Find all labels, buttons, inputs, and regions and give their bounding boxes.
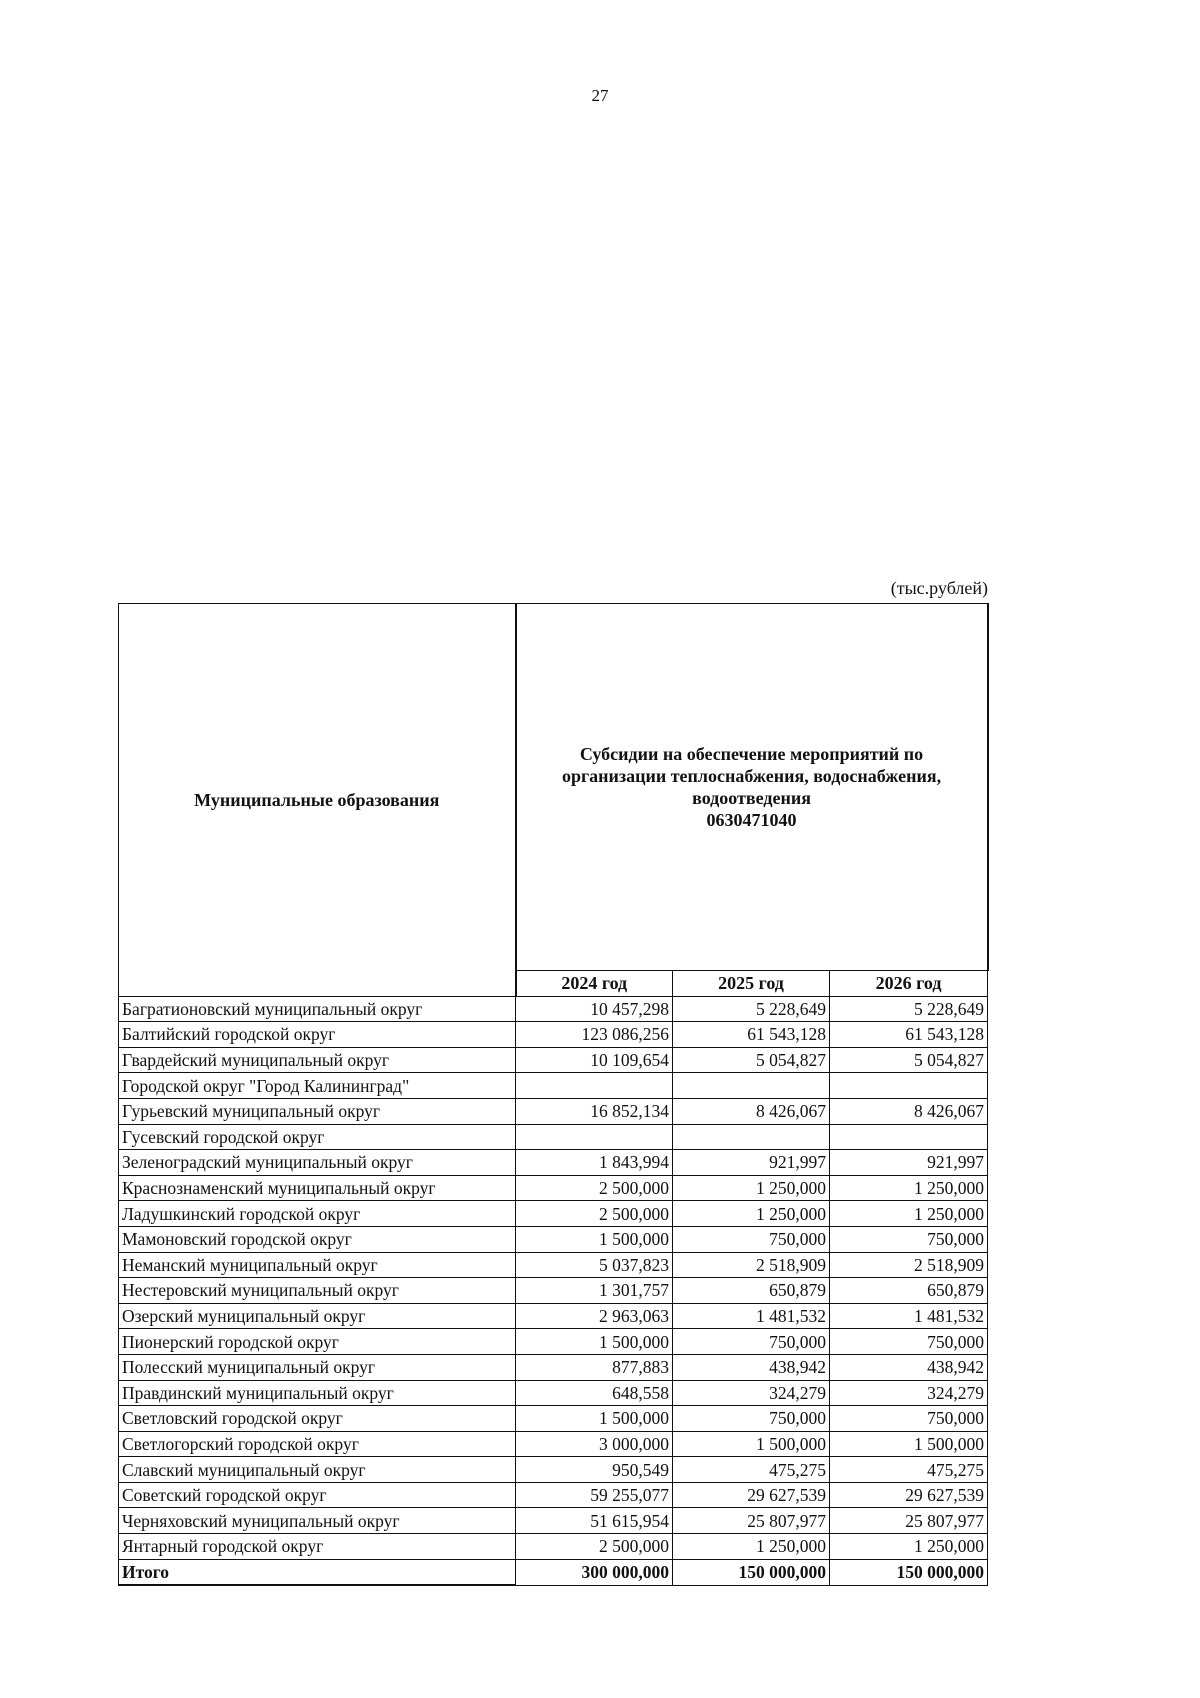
municipality-name: Янтарный городской округ bbox=[119, 1534, 516, 1560]
year-header-2026: 2026 год bbox=[830, 971, 988, 997]
value-2026: 921,997 bbox=[830, 1150, 988, 1176]
value-2026 bbox=[830, 1073, 988, 1099]
value-2024 bbox=[516, 1073, 673, 1099]
value-2025 bbox=[673, 1124, 830, 1150]
table-row bbox=[119, 1226, 988, 1252]
value-2024: 3 000,000 bbox=[516, 1431, 673, 1457]
table-row bbox=[119, 1354, 988, 1380]
subsidy-title-line: Субсидии на обеспечение мероприятий по bbox=[579, 744, 924, 764]
table-row bbox=[119, 1073, 988, 1099]
year-header-2024: 2024 год bbox=[516, 971, 673, 997]
value-2025: 25 807,977 bbox=[673, 1508, 830, 1534]
value-2024 bbox=[516, 1124, 673, 1150]
value-2025: 921,997 bbox=[673, 1150, 830, 1176]
municipality-name: Советский городской округ bbox=[119, 1482, 516, 1508]
municipality-name: Светловский городской округ bbox=[119, 1406, 516, 1432]
column-header-subsidy-title bbox=[516, 604, 988, 971]
value-2025: 1 481,532 bbox=[673, 1303, 830, 1329]
value-2026: 1 481,532 bbox=[830, 1303, 988, 1329]
value-2024: 2 500,000 bbox=[516, 1201, 673, 1227]
municipality-name: Ладушкинский городской округ bbox=[119, 1201, 516, 1227]
value-2025: 5 054,827 bbox=[673, 1047, 830, 1073]
value-2025: 750,000 bbox=[673, 1406, 830, 1432]
table-row bbox=[119, 1022, 988, 1048]
value-2025: 2 518,909 bbox=[673, 1252, 830, 1278]
value-2025: 1 500,000 bbox=[673, 1431, 830, 1457]
total-value-2026: 150 000,000 bbox=[830, 1559, 988, 1585]
municipality-name: Городской округ "Город Калининград" bbox=[119, 1073, 516, 1099]
value-2024: 2 500,000 bbox=[516, 1175, 673, 1201]
table-row bbox=[119, 1098, 988, 1124]
value-2024: 123 086,256 bbox=[516, 1022, 673, 1048]
table-row bbox=[119, 1406, 988, 1432]
municipality-name: Славский муниципальный округ bbox=[119, 1457, 516, 1483]
value-2024: 51 615,954 bbox=[516, 1508, 673, 1534]
table-row bbox=[119, 1175, 988, 1201]
total-row bbox=[119, 1559, 988, 1585]
value-2025: 650,879 bbox=[673, 1278, 830, 1304]
page-number: 27 bbox=[591, 86, 609, 105]
value-2024: 1 500,000 bbox=[516, 1406, 673, 1432]
value-2026: 5 228,649 bbox=[830, 996, 988, 1022]
municipality-name: Мамоновский городской округ bbox=[119, 1226, 516, 1252]
value-2025: 61 543,128 bbox=[673, 1022, 830, 1048]
total-label: Итого bbox=[119, 1559, 516, 1585]
value-2025: 475,275 bbox=[673, 1457, 830, 1483]
municipality-name: Пионерский городской округ bbox=[119, 1329, 516, 1355]
value-2026: 1 500,000 bbox=[830, 1431, 988, 1457]
value-2024: 648,558 bbox=[516, 1380, 673, 1406]
value-2026: 650,879 bbox=[830, 1278, 988, 1304]
value-2025: 29 627,539 bbox=[673, 1482, 830, 1508]
table-row bbox=[119, 1534, 988, 1560]
municipality-name: Озерский муниципальный округ bbox=[119, 1303, 516, 1329]
municipality-name: Правдинский муниципальный округ bbox=[119, 1380, 516, 1406]
value-2026: 25 807,977 bbox=[830, 1508, 988, 1534]
value-2026: 438,942 bbox=[830, 1354, 988, 1380]
value-2026: 2 518,909 bbox=[830, 1252, 988, 1278]
value-2024: 1 500,000 bbox=[516, 1329, 673, 1355]
value-2025: 1 250,000 bbox=[673, 1534, 830, 1560]
value-2026: 1 250,000 bbox=[830, 1175, 988, 1201]
municipality-name: Неманский муниципальный округ bbox=[119, 1252, 516, 1278]
municipality-name: Балтийский городской округ bbox=[119, 1022, 516, 1048]
value-2026: 1 250,000 bbox=[830, 1534, 988, 1560]
subsidy-title-line: водоотведения bbox=[692, 788, 811, 808]
subsidy-table bbox=[118, 603, 989, 1586]
table-row bbox=[119, 1508, 988, 1534]
value-2025: 1 250,000 bbox=[673, 1201, 830, 1227]
value-2024: 59 255,077 bbox=[516, 1482, 673, 1508]
municipality-name: Гусевский городской округ bbox=[119, 1124, 516, 1150]
value-2026: 324,279 bbox=[830, 1380, 988, 1406]
subsidy-code: 0630471040 bbox=[706, 810, 797, 830]
value-2025: 438,942 bbox=[673, 1354, 830, 1380]
column-header-municipalities: Муниципальные образования bbox=[119, 604, 516, 997]
value-2026: 8 426,067 bbox=[830, 1098, 988, 1124]
municipality-name: Гвардейский муниципальный округ bbox=[119, 1047, 516, 1073]
value-2024: 1 500,000 bbox=[516, 1226, 673, 1252]
value-2025: 324,279 bbox=[673, 1380, 830, 1406]
value-2026: 29 627,539 bbox=[830, 1482, 988, 1508]
table-row bbox=[119, 1047, 988, 1073]
table-row bbox=[119, 1303, 988, 1329]
value-2025: 750,000 bbox=[673, 1226, 830, 1252]
value-2024: 2 963,063 bbox=[516, 1303, 673, 1329]
table-row bbox=[119, 1252, 988, 1278]
table-row bbox=[119, 1482, 988, 1508]
value-2025: 1 250,000 bbox=[673, 1175, 830, 1201]
municipality-name: Черняховский муниципальный округ bbox=[119, 1508, 516, 1534]
table-row bbox=[119, 996, 988, 1022]
value-2026: 750,000 bbox=[830, 1329, 988, 1355]
value-2024: 1 843,994 bbox=[516, 1150, 673, 1176]
value-2024: 2 500,000 bbox=[516, 1534, 673, 1560]
units-label: (тыс.рублей) bbox=[890, 578, 988, 598]
value-2025: 5 228,649 bbox=[673, 996, 830, 1022]
value-2026: 750,000 bbox=[830, 1406, 988, 1432]
value-2025: 750,000 bbox=[673, 1329, 830, 1355]
value-2026: 61 543,128 bbox=[830, 1022, 988, 1048]
municipality-name: Багратионовский муниципальный округ bbox=[119, 996, 516, 1022]
table-row bbox=[119, 1431, 988, 1457]
municipality-name: Полесский муниципальный округ bbox=[119, 1354, 516, 1380]
value-2026: 750,000 bbox=[830, 1226, 988, 1252]
table-body bbox=[119, 996, 988, 1585]
municipality-name: Светлогорский городской округ bbox=[119, 1431, 516, 1457]
value-2024: 5 037,823 bbox=[516, 1252, 673, 1278]
year-header-2025: 2025 год bbox=[673, 971, 830, 997]
total-value-2025: 150 000,000 bbox=[673, 1559, 830, 1585]
municipality-name: Зеленоградский муниципальный округ bbox=[119, 1150, 516, 1176]
value-2025: 8 426,067 bbox=[673, 1098, 830, 1124]
value-2025 bbox=[673, 1073, 830, 1099]
subsidy-title-line: организации теплоснабжения, водоснабжения, bbox=[561, 766, 942, 786]
value-2024: 877,883 bbox=[516, 1354, 673, 1380]
value-2024: 10 457,298 bbox=[516, 996, 673, 1022]
value-2024: 1 301,757 bbox=[516, 1278, 673, 1304]
value-2026: 1 250,000 bbox=[830, 1201, 988, 1227]
table-row bbox=[119, 1380, 988, 1406]
value-2026 bbox=[830, 1124, 988, 1150]
value-2026: 5 054,827 bbox=[830, 1047, 988, 1073]
total-value-2024: 300 000,000 bbox=[516, 1559, 673, 1585]
table-row bbox=[119, 1329, 988, 1355]
municipality-name: Нестеровский муниципальный округ bbox=[119, 1278, 516, 1304]
value-2024: 16 852,134 bbox=[516, 1098, 673, 1124]
value-2024: 10 109,654 bbox=[516, 1047, 673, 1073]
municipality-name: Краснознаменский муниципальный округ bbox=[119, 1175, 516, 1201]
table-row bbox=[119, 1457, 988, 1483]
table-row bbox=[119, 1201, 988, 1227]
table-row bbox=[119, 1278, 988, 1304]
value-2026: 475,275 bbox=[830, 1457, 988, 1483]
table-row bbox=[119, 1124, 988, 1150]
value-2024: 950,549 bbox=[516, 1457, 673, 1483]
table-row bbox=[119, 1150, 988, 1176]
municipality-name: Гурьевский муниципальный округ bbox=[119, 1098, 516, 1124]
